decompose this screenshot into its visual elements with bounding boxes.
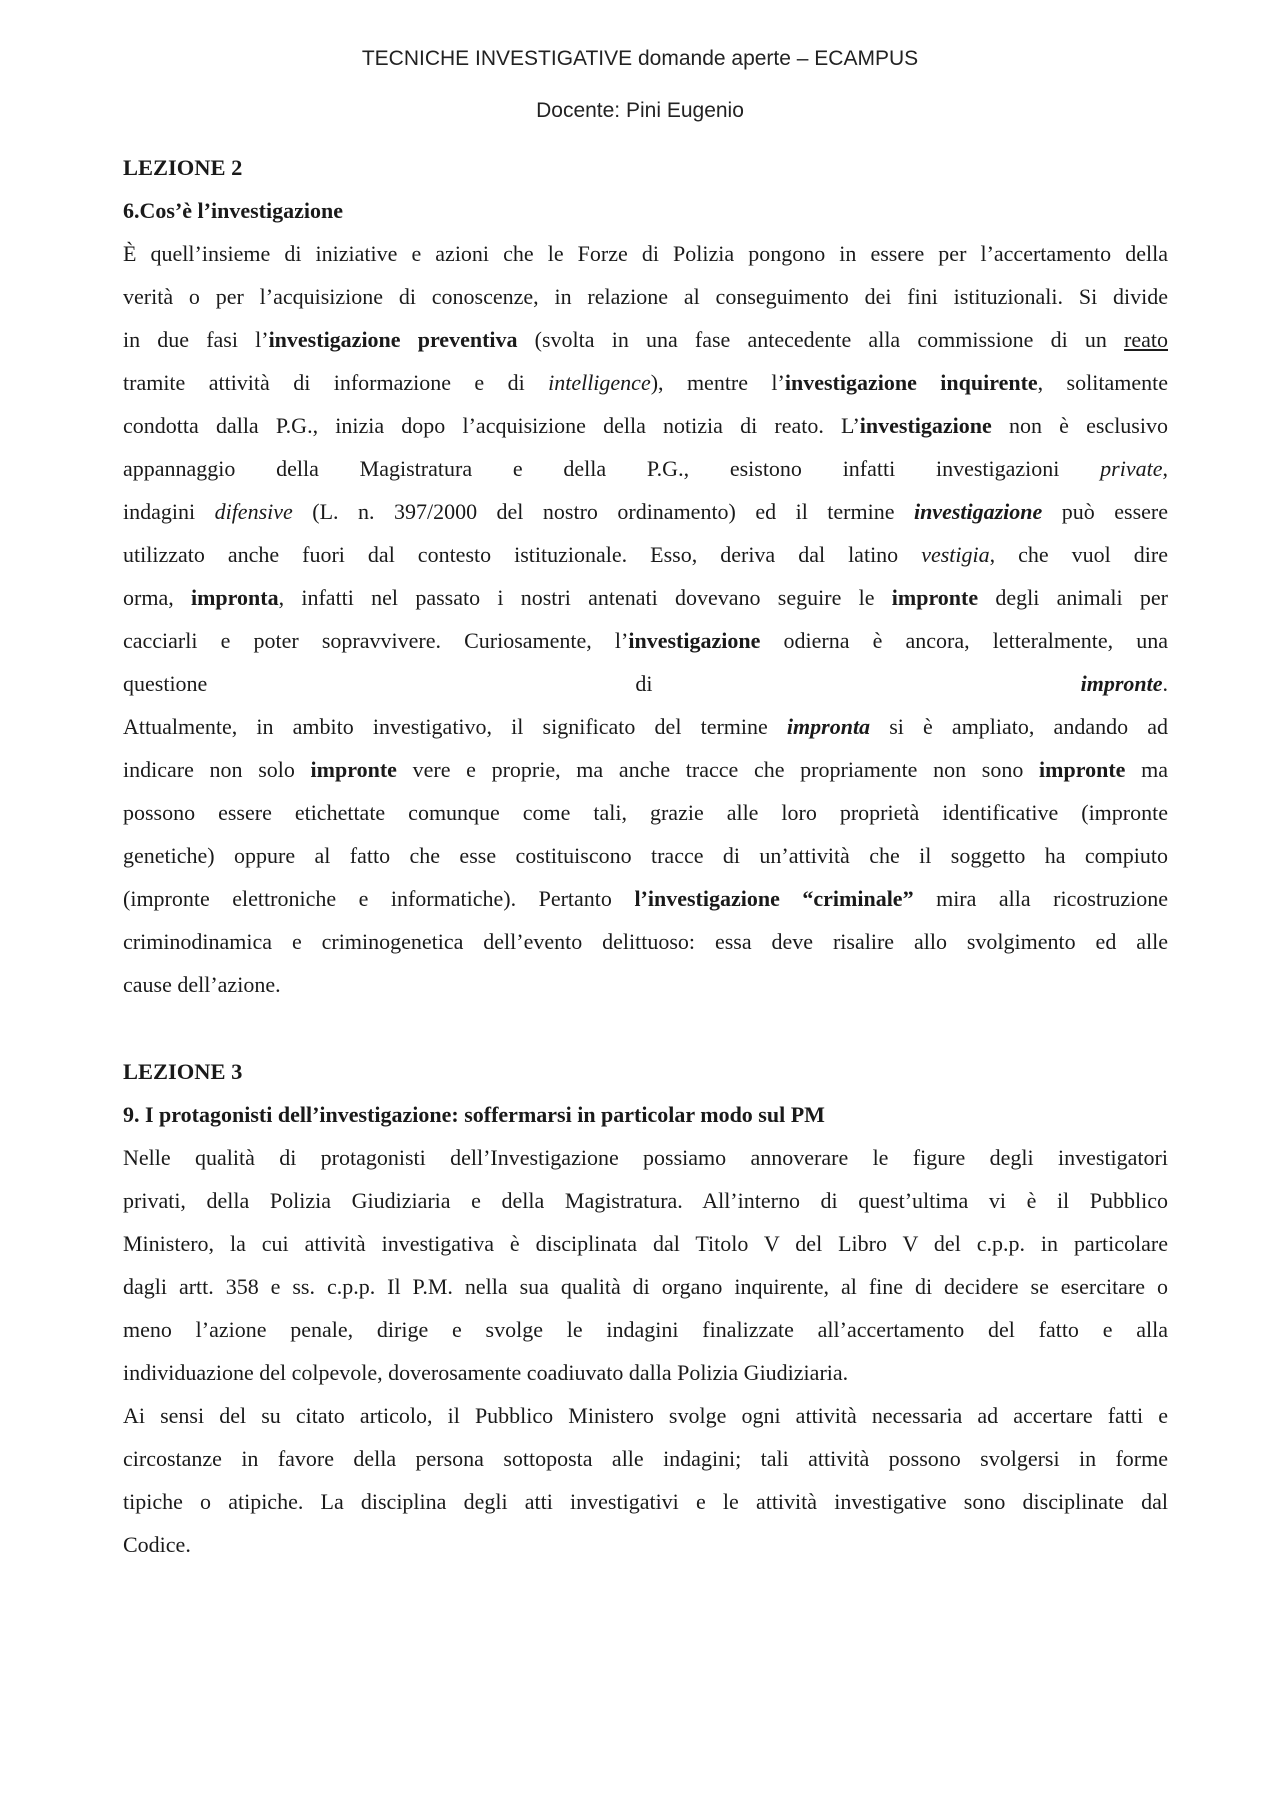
bold-term: impronte [1039,757,1126,782]
italic-term: intelligence [548,370,651,395]
paragraph [123,232,1168,705]
text-line [123,619,1168,662]
text-run-end [635,671,1168,696]
text-run: questione [123,671,208,696]
bold-italic-term: impronta [786,714,871,739]
text-run: appannaggio della Magistratura e della P.G., esistono infatti investigazioni [123,456,1101,481]
text-line [123,576,1168,619]
italic-term: difensive [214,499,293,524]
text-run: in due fasi l’ [123,327,269,352]
text-run: . [1162,671,1168,696]
bold-term: l’investigazione “criminale” [634,886,914,911]
lesson-heading: LEZIONE 3 [123,1059,243,1084]
text-line: cause dell’azione. [123,972,281,997]
bold-term: impronte [891,585,979,610]
text-line [123,748,1168,791]
italic-term: vestigia [921,542,990,567]
bold-term: impronta [190,585,279,610]
bold-italic-term: investigazione [913,499,1043,524]
underlined-term: reato [1124,327,1168,352]
text-line: circostanze in favore della persona sottoposta alle indagini; tali attività possono svolgersi in forme [123,1446,1168,1471]
bold-term: investigazione [628,628,761,653]
text-line [123,705,1168,748]
text-run: Attualmente, in ambito investigativo, il significato del termine [123,714,787,739]
text-run: , solitamente [1037,370,1168,395]
document-header-teacher: Docente: Pini Eugenio [536,99,744,122]
text-run: si è ampliato, andando ad [870,714,1168,739]
text-run: , infatti nel passato i nostri antenati dovevano seguire le [278,585,892,610]
lesson-heading: LEZIONE 2 [123,155,243,180]
text-run: , che vuol dire [989,542,1168,567]
text-line: È quell’insieme di iniziative e azioni che le Forze di Polizia pongono in essere per l’accertamento della [123,241,1168,266]
text-run: , [1162,456,1168,481]
text-run: odierna è ancora, letteralmente, una [760,628,1168,653]
text-line: criminodinamica e criminogenetica dell’evento delittuoso: essa deve risalire allo svolgimento ed alle [123,929,1168,954]
text-run: ), mentre l’ [650,370,785,395]
text-line: Ministero, la cui attività investigativa è disciplinata dal Titolo V del Libro V del c.p.p. in particolare [123,1231,1168,1256]
text-line: Ai sensi del su citato articolo, il Pubblico Ministero svolge ogni attività necessaria ad accertare fatti e [123,1403,1168,1428]
bold-term: investigazione inquirente [784,370,1038,395]
text-line: tipiche o atipiche. La disciplina degli atti investigativi e le attività investigative sono disciplinate dal [123,1489,1168,1514]
document-header-title: TECNICHE INVESTIGATIVE domande aperte – ECAMPUS [361,47,919,70]
text-run: di [635,671,1081,696]
paragraph [123,1394,1168,1566]
text-line [123,662,1168,705]
bold-italic-term: impronte [1080,671,1163,696]
document-body [123,146,1168,1566]
text-line: dagli artt. 358 e ss. c.p.p. Il P.M. nella sua qualità di organo inquirente, al fine di decidere se esercitare o [123,1274,1168,1299]
text-run: degli animali per [978,585,1169,610]
text-run: (svolta in una fase antecedente alla commissione di un [517,327,1125,352]
bold-term: investigazione preventiva [268,327,518,352]
text-run: può essere [1042,499,1168,524]
text-line: meno l’azione penale, dirige e svolge le indagini finalizzate all’accertamento del fatto e alla [123,1317,1168,1342]
text-run: condotta dalla P.G., inizia dopo l’acquisizione della notizia di reato. L’ [123,413,860,438]
text-run: ma [1125,757,1168,782]
text-run: cacciarli e poter sopravvivere. Curiosamente, l’ [123,628,629,653]
text-run: (impronte elettroniche e informatiche). Pertanto [123,886,635,911]
text-run: indagini [123,499,215,524]
text-line: individuazione del colpevole, doverosamente coadiuvato dalla Polizia Giudiziaria. [123,1360,849,1385]
text-line [123,404,1168,447]
text-run: utilizzato anche fuori dal contesto istituzionale. Esso, deriva dal latino [123,542,922,567]
text-run: non è esclusivo [991,413,1168,438]
text-line [123,318,1168,361]
text-line [123,533,1168,576]
bold-term: investigazione [859,413,992,438]
text-line: possono essere etichettate comunque come tali, grazie alle loro proprietà identificative (impronte [123,800,1168,825]
paragraph [123,1136,1168,1394]
italic-term: private [1100,456,1163,481]
text-line: verità o per l’acquisizione di conoscenze, in relazione al conseguimento dei fini istituzionali. Si divide [123,284,1168,309]
text-line [123,361,1168,404]
text-run: indicare non solo [123,757,311,782]
text-line: privati, della Polizia Giudiziaria e della Magistratura. All’interno di quest’ultima vi è il Pubblico [123,1188,1168,1213]
text-run: (L. n. 397/2000 del nostro ordinamento) ed il termine [292,499,914,524]
text-line: Nelle qualità di protagonisti dell’Investigazione possiamo annoverare le figure degli investigatori [123,1145,1168,1170]
bold-term: impronte [310,757,397,782]
text-line: Codice. [123,1532,191,1557]
text-run: tramite attività di informazione e di [123,370,549,395]
section-spacer [123,1006,1168,1050]
text-run: orma, [123,585,191,610]
text-line [123,447,1168,490]
question-heading: 9. I protagonisti dell’investigazione: soffermarsi in particolar modo sul PM [123,1102,825,1127]
text-run: vere e proprie, ma anche tracce che propriamente non sono [396,757,1040,782]
paragraph [123,705,1168,1006]
question-heading: 6.Cos’è l’investigazione [123,198,343,223]
text-run: mira alla ricostruzione [913,886,1169,911]
text-line [123,490,1168,533]
text-line: genetiche) oppure al fatto che esse costituiscono tracce di un’attività che il soggetto ha compiuto [123,843,1168,868]
text-line [123,877,1168,920]
